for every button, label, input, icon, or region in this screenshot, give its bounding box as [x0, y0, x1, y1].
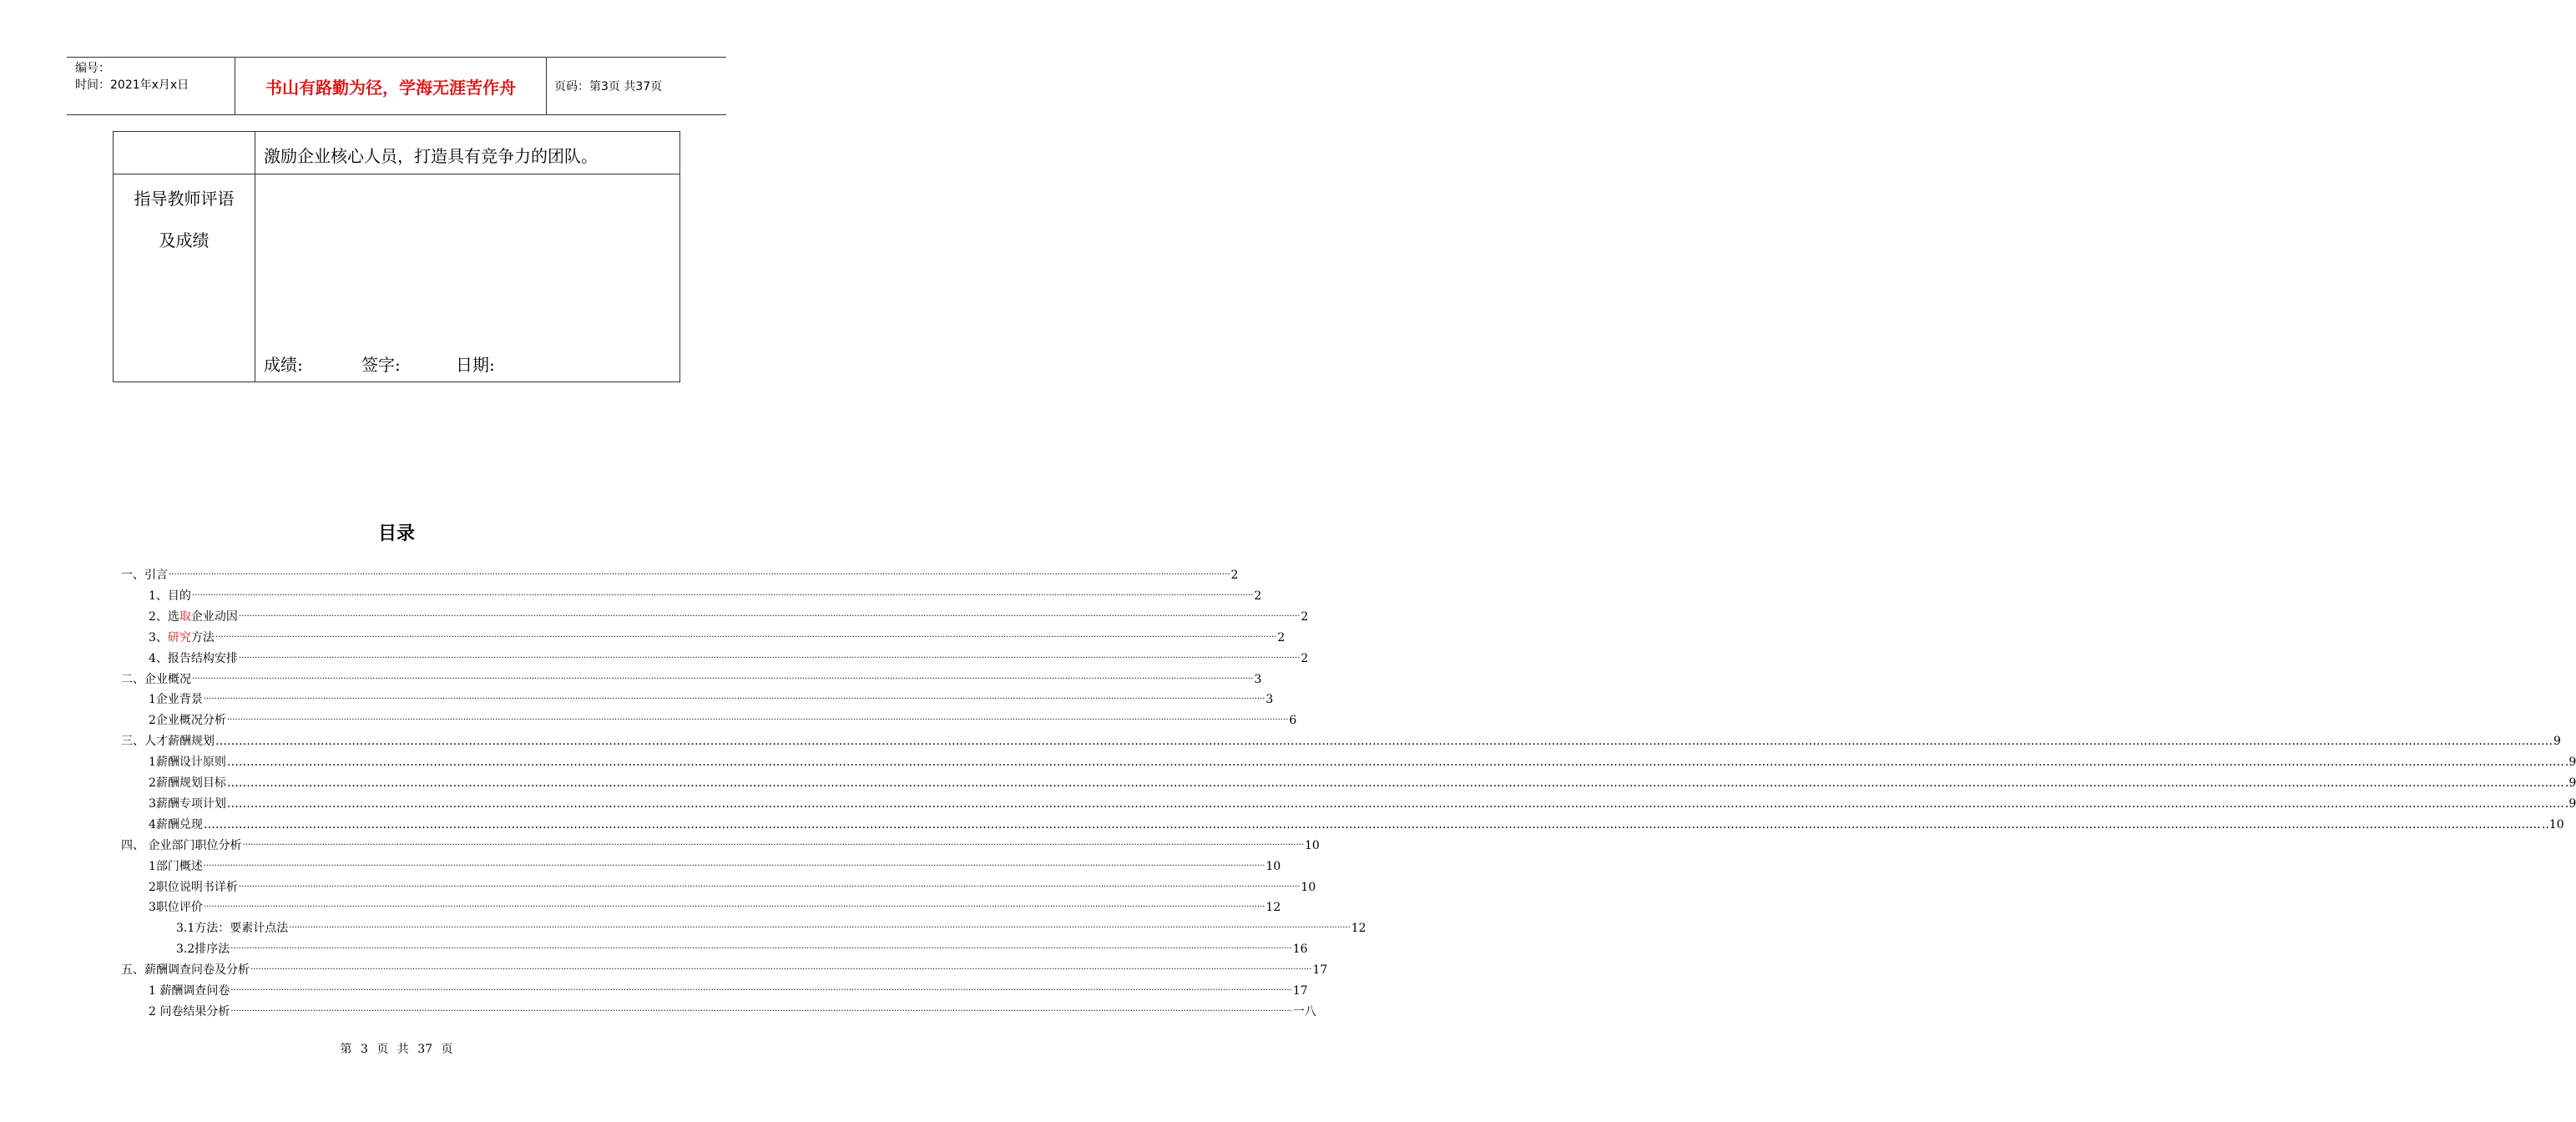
toc-entry-title — [121, 672, 191, 687]
toc-leader-dots: ················································································································································································································································································································································································································ — [226, 715, 1289, 725]
toc-entry-title-part: 2、选 — [149, 609, 179, 624]
header-page-info: 页码：第3页 共37页 — [554, 80, 663, 94]
toc-leader-dots: ················································································································································································································································································································································································································ — [230, 986, 1292, 995]
toc-entry-title-part: 1企业背景 — [149, 693, 203, 707]
toc-entry[interactable] — [121, 730, 2561, 749]
comment-label-line2: 及成绩 — [159, 230, 210, 250]
toc-entry-page: 9 — [2553, 735, 2561, 749]
toc-leader-dots: ················································································································································································································································································································································································································ — [242, 840, 1304, 850]
toc-entry-page: 2 — [1230, 569, 1239, 582]
toc-entry[interactable] — [149, 606, 1309, 624]
grade-label: 成绩: — [264, 355, 303, 375]
toc-entry-title-highlight: 取 — [179, 609, 191, 624]
toc-entry[interactable] — [149, 856, 1281, 874]
toc-entry-title-part: 2薪酬规划目标 — [149, 776, 226, 790]
toc-entry[interactable] — [121, 835, 1320, 853]
toc-entry[interactable] — [149, 689, 1274, 707]
toc-entry-title-part: 4薪酬兑现 — [149, 817, 203, 831]
toc-entry[interactable] — [176, 938, 1308, 957]
toc-entry-page: 16 — [1292, 943, 1308, 957]
toc-entry-page: 2 — [1254, 589, 1262, 603]
toc-entry[interactable] — [149, 897, 1281, 915]
toc-leader-dots: ················································································································································································································································································································································································································ — [169, 570, 1230, 579]
toc-entry-page: 一八 — [1292, 1004, 1316, 1018]
toc-entry-page: 17 — [1292, 984, 1308, 998]
toc-entry-title-part: 3.2排序法 — [176, 943, 230, 957]
toc-entry-title-part: 一、引言 — [121, 569, 168, 582]
toc-entry[interactable] — [176, 917, 1366, 936]
table-row1-text: 激励企业核心人员，打造具有竞争力的团队。 — [264, 146, 598, 166]
toc-entry-page: 3 — [1265, 693, 1274, 707]
toc-entry[interactable] — [149, 585, 1262, 604]
comment-label-line1: 指导教师评语 — [134, 189, 235, 209]
page-header — [67, 57, 726, 115]
toc-entry-title — [149, 817, 203, 832]
toc-entry-page: 12 — [1351, 922, 1366, 936]
toc-entry-title-part: 3、 — [149, 630, 168, 644]
toc-leader-dots: …………………………………………………………………………………………………………………………………………………………………………………………………………………………………………………………………………………………………………………………………………………………………………………………………………………………………………………………………………………………………………………………………………………… — [226, 776, 2564, 790]
toc-entry-title-part: 2 问卷结果分析 — [149, 1004, 230, 1018]
toc-leader-dots: ················································································································································································································································································································································································································ — [191, 590, 1254, 600]
toc-entry-title — [149, 692, 203, 707]
toc-leader-dots: …………………………………………………………………………………………………………………………………………………………………………………………………………………………………………………………………………………………………………………………………………………………………………………………………………………………………………………………………………………………………………………………………………………… — [215, 735, 2553, 749]
toc-entry-title-part: 3薪酬专项计划 — [149, 796, 226, 811]
toc-entry[interactable] — [121, 959, 1328, 978]
toc-leader-dots: ················································································································································································································································································································································································································ — [215, 632, 1277, 642]
toc-entry[interactable] — [149, 1001, 1316, 1019]
toc-entry-page: 10 — [1265, 859, 1281, 873]
toc-entry[interactable] — [121, 564, 1239, 583]
toc-entry-title — [121, 838, 241, 853]
toc-leader-dots: ················································································································································································································································································································································································································ — [203, 861, 1265, 871]
toc-entry-page: 2 — [1301, 609, 1309, 624]
toc-entry-title — [149, 755, 226, 770]
header-motto: 书山有路勤为径，学海无涯苦作舟 — [265, 77, 516, 98]
toc-entry[interactable] — [149, 648, 1309, 666]
toc-leader-dots: ················································································································································································································································································································································································································ — [238, 653, 1301, 663]
date-label: 日期: — [456, 355, 495, 375]
toc-entry-title-part: 三、人才薪酬规划 — [121, 735, 215, 749]
toc-title: 目录 — [377, 523, 415, 544]
toc-entry-page: .9 — [2564, 796, 2576, 811]
toc-entry-title — [149, 796, 226, 811]
toc-entry-title-part: 五、薪酬调查问卷及分析 — [121, 963, 250, 978]
header-divider — [546, 58, 547, 114]
toc-leader-dots: ················································································································································································································································································································································································································ — [250, 965, 1312, 975]
toc-entry-title — [149, 900, 203, 915]
toc-entry-title — [149, 880, 238, 895]
toc-entry[interactable] — [149, 772, 2576, 791]
toc-entry-title — [149, 1004, 230, 1019]
header-time: 时间：2021年x月x日 — [75, 78, 189, 92]
toc-entry-page: 2 — [1277, 630, 1285, 644]
toc-entry-page: 3 — [1254, 672, 1262, 686]
toc-leader-dots: …………………………………………………………………………………………………………………………………………………………………………………………………………………………………………………………………………………………………………………………………………………………………………………………………………………………………………………………………………………………………………………………………………………… — [226, 796, 2564, 811]
toc-entry-title — [121, 963, 250, 978]
toc-entry-page: ..10 — [2541, 817, 2564, 831]
toc-entry[interactable] — [149, 814, 2564, 832]
toc-entry-title — [176, 942, 230, 957]
toc-entry[interactable] — [149, 877, 1316, 895]
toc-entry[interactable] — [121, 669, 1262, 687]
toc-entry-page: 6 — [1289, 714, 1297, 728]
toc-entry-page: 10 — [1304, 838, 1320, 852]
toc-entry-title-highlight: 研究 — [167, 630, 191, 644]
toc-entry-title — [121, 568, 168, 583]
toc-entry-page: 17 — [1312, 963, 1328, 978]
toc-entry-page: .9 — [2564, 756, 2576, 770]
toc-leader-dots: ················································································································································································································································································································································································································ — [238, 882, 1301, 892]
toc-entry-title — [149, 859, 203, 874]
evaluation-table — [113, 131, 680, 382]
toc-entry-title-part: 2企业概况分析 — [149, 714, 226, 728]
toc-entry-page: 12 — [1265, 901, 1281, 915]
toc-entry-title-part: 2职位说明书详析 — [149, 880, 238, 894]
toc-entry-title-part: 4、报告结构安排 — [149, 651, 238, 665]
header-meta — [75, 60, 189, 94]
toc-leader-dots: …………………………………………………………………………………………………………………………………………………………………………………………………………………………………………………………………………………………………………………………………………………………………………………………………………………………………………………………………………………………………………………………………………………… — [203, 817, 2541, 831]
toc-entry-title — [149, 630, 215, 645]
toc-entry-page: 2 — [1301, 651, 1309, 665]
toc-entry-page: .9 — [2564, 776, 2576, 790]
toc-entry-title — [121, 734, 215, 749]
toc-leader-dots: ················································································································································································································································································································································································································ — [192, 674, 1254, 684]
toc-entry-title — [149, 983, 230, 998]
toc-leader-dots: ················································································································································································································································································································································································································ — [230, 944, 1292, 954]
toc-leader-dots: ················································································································································································································································································································································································································ — [230, 1006, 1292, 1016]
toc-entry-title-part: 二、企业概况 — [121, 672, 191, 686]
toc-leader-dots: ················································································································································································································································································································································································································ — [238, 611, 1301, 621]
toc-entry-title-part: 1 薪酬调查问卷 — [149, 984, 230, 998]
toc-entry-title — [149, 713, 226, 728]
header-number: 编号： — [75, 62, 110, 75]
toc-entry-title — [149, 776, 226, 791]
toc-entry-title — [176, 921, 288, 936]
toc-leader-dots: ················································································································································································································································································································································································································ — [203, 695, 1265, 705]
toc-entry-title — [149, 609, 238, 624]
toc-entry-title-part: 1薪酬设计原则 — [149, 756, 226, 770]
signature-label: 签字: — [361, 355, 401, 375]
toc-entry-title-part: 1部门概述 — [149, 859, 203, 873]
toc-entry-title-part: 3.1方法：要素计点法 — [176, 922, 289, 936]
page-footer: 第 3 页 共 37 页 — [340, 1043, 453, 1056]
toc-entry[interactable] — [149, 980, 1308, 998]
toc-entry-title-part: 方法 — [190, 630, 215, 644]
toc-entry-title-part: 1、目的 — [149, 589, 191, 603]
toc-entry[interactable] — [149, 793, 2576, 811]
toc-leader-dots: ················································································································································································································································································································································································································ — [203, 902, 1265, 912]
toc-entry-title — [149, 651, 238, 666]
toc-leader-dots: …………………………………………………………………………………………………………………………………………………………………………………………………………………………………………………………………………………………………………………………………………………………………………………………………………………………………………………………………………………………………………………………………………………… — [226, 756, 2564, 770]
toc-entry[interactable] — [149, 751, 2576, 770]
toc-entry-title — [149, 589, 191, 604]
toc-entry-title-part: 四、 企业部门职位分析 — [121, 838, 242, 852]
toc-entry[interactable] — [149, 627, 1285, 645]
toc-entry[interactable] — [149, 710, 1297, 728]
toc-entry-title-part: 企业动因 — [190, 609, 238, 624]
toc-entry-page: 10 — [1301, 880, 1316, 894]
toc-entry-title-part: 3职位评价 — [149, 901, 203, 915]
toc-leader-dots: ················································································································································································································································································································································································································ — [289, 923, 1351, 933]
